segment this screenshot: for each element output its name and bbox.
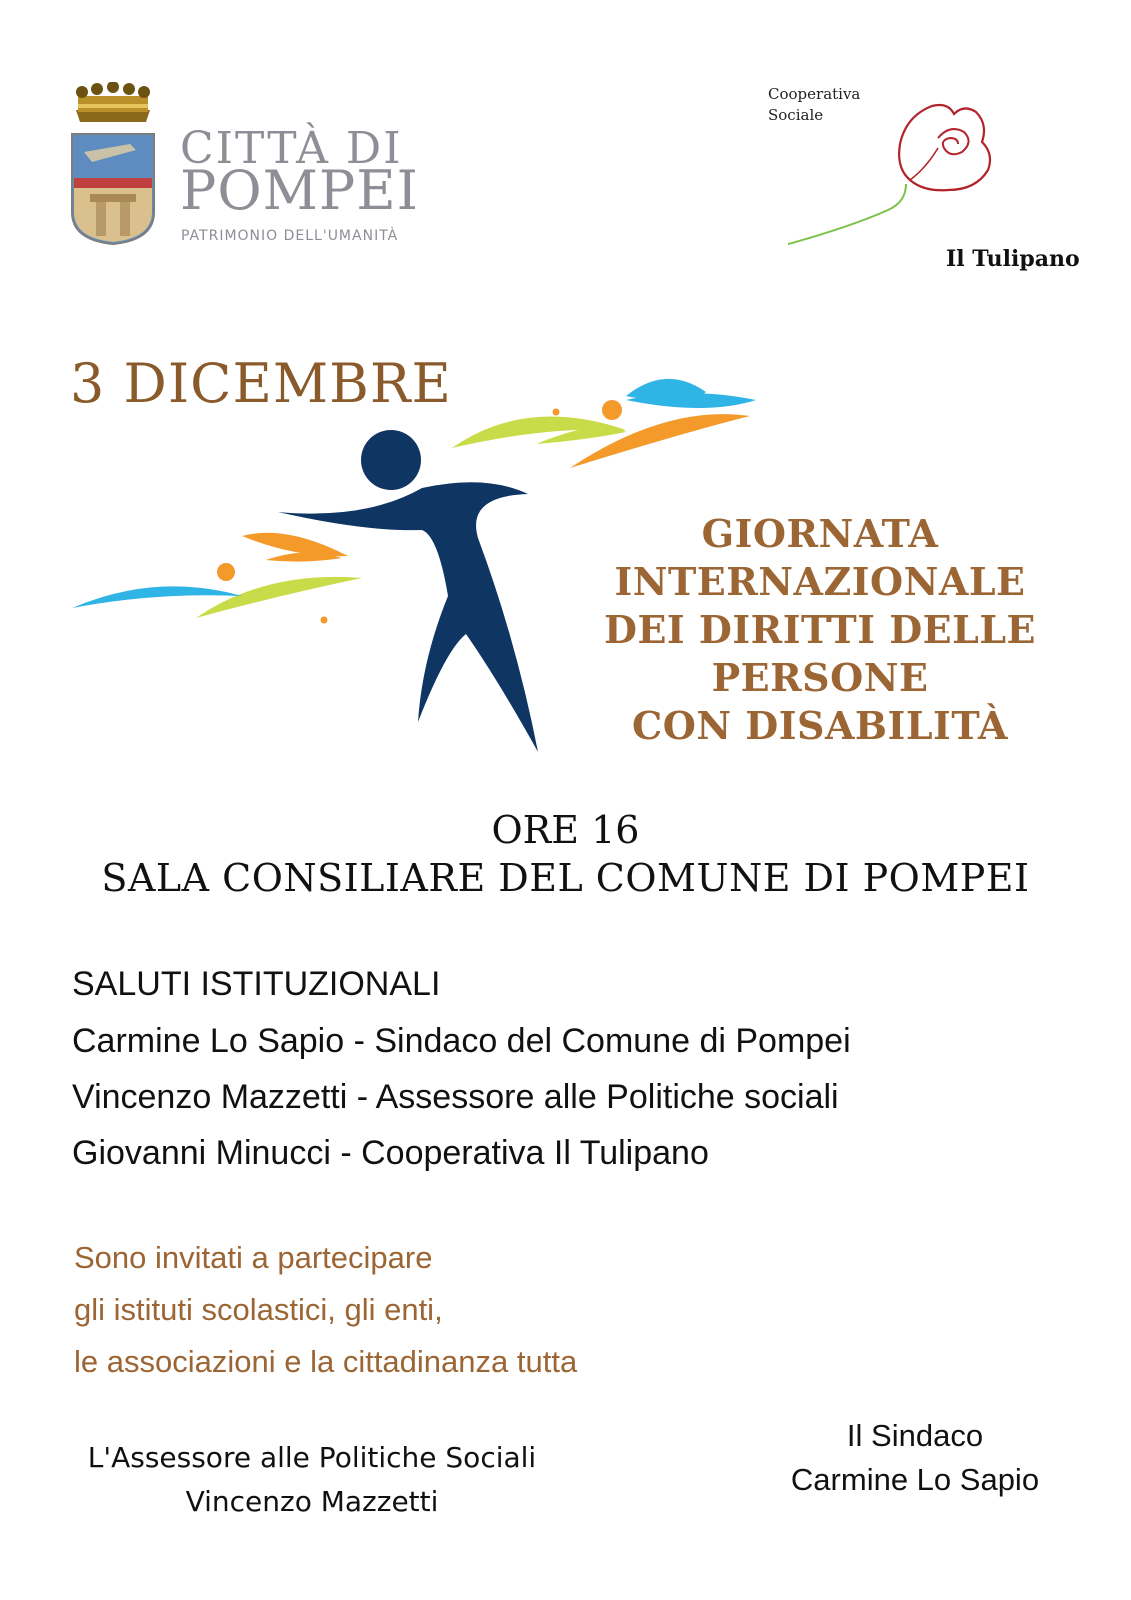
coop-name: Il Tulipano bbox=[946, 246, 1080, 272]
pompei-coat-of-arms-icon bbox=[70, 82, 156, 247]
city-title-line1: CITTÀ DI bbox=[180, 123, 403, 174]
greeting-line: Vincenzo Mazzetti - Assessore alle Politiche sociali bbox=[72, 1078, 839, 1116]
greeting-line: Carmine Lo Sapio - Sindaco del Comune di Pompei bbox=[72, 1022, 851, 1060]
event-place: SALA CONSILIARE DEL COMUNE DI POMPEI bbox=[101, 856, 1030, 900]
assessore-signature bbox=[72, 1436, 552, 1524]
greetings-heading: SALUTI ISTITUZIONALI bbox=[72, 965, 441, 1003]
event-title bbox=[600, 510, 1040, 750]
event-time: ORE 16 bbox=[491, 808, 640, 852]
invitation-line: gli istituti scolastici, gli enti, bbox=[74, 1292, 443, 1327]
event-title-line: INTERNAZIONALE bbox=[614, 559, 1026, 604]
greeting-line: Giovanni Minucci - Cooperativa Il Tulipano bbox=[72, 1134, 709, 1172]
city-subtitle: PATRIMONIO DELL'UMANITÀ bbox=[181, 228, 399, 244]
tulip-flower-icon bbox=[788, 98, 1028, 258]
invitation-line: le associazioni e la cittadinanza tutta bbox=[74, 1344, 578, 1379]
event-title-line: CON DISABILITÀ bbox=[631, 703, 1009, 748]
invitation-line: Sono invitati a partecipare bbox=[74, 1240, 433, 1275]
city-title-line2: POMPEI bbox=[180, 159, 419, 222]
assessore-role: L'Assessore alle Politiche Sociali bbox=[87, 1441, 537, 1474]
event-title-line: DEI DIRITTI DELLE bbox=[603, 607, 1037, 652]
city-title bbox=[180, 123, 419, 222]
coop-label-line2: Sociale bbox=[768, 106, 824, 124]
sindaco-role: Il Sindaco bbox=[846, 1418, 984, 1453]
sindaco-signature bbox=[770, 1414, 1060, 1502]
coop-label-line1: Cooperativa bbox=[768, 85, 861, 103]
event-title-line: PERSONE bbox=[711, 655, 929, 700]
assessore-name: Vincenzo Mazzetti bbox=[185, 1485, 439, 1518]
event-title-line: GIORNATA bbox=[701, 511, 939, 556]
sindaco-name: Carmine Lo Sapio bbox=[790, 1462, 1040, 1497]
event-date: 3 DICEMBRE bbox=[70, 352, 452, 415]
